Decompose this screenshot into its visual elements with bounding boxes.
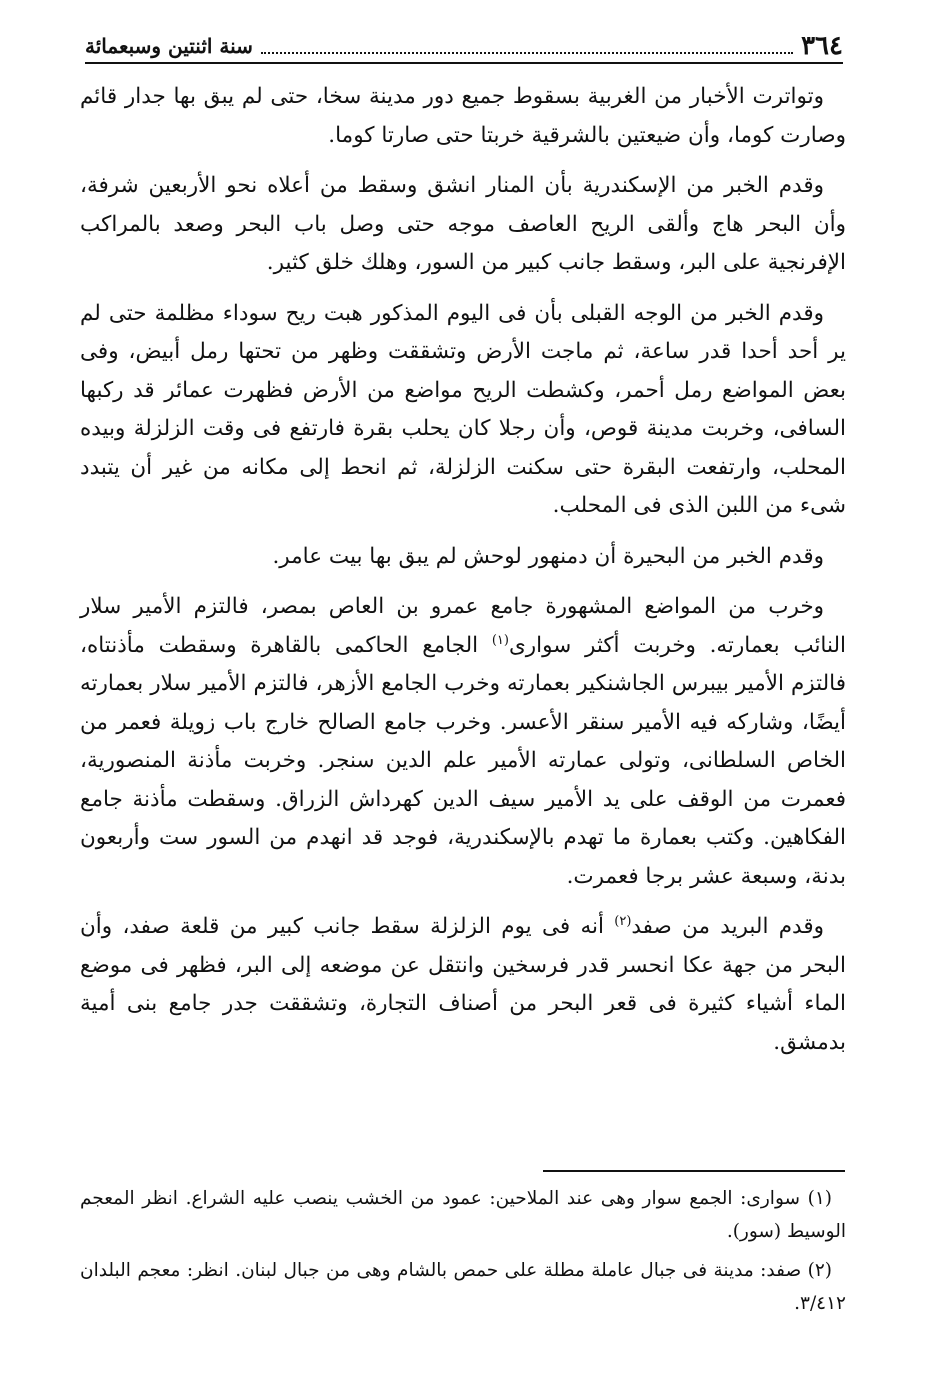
footnote-ref[interactable]: (١): [491, 632, 509, 648]
paragraph: وتواترت الأخبار من الغربية بسقوط جميع دور مدينة سخا، حتى لم يبق بها جدار قائم وصارت كوما، وأن ضيعتين بالشرقية خربتا حتى صارتا كوما.: [80, 84, 846, 148]
footnote-separator: [543, 1170, 845, 1172]
main-text: [80, 78, 846, 1074]
paragraph-text: وخرب من المواضع المشهورة جامع عمرو بن العاص بمصر، فالتزم الأمير سلار النائب بعمارته. وخربت أكثر سوارى: [80, 594, 846, 658]
paragraph: [80, 908, 846, 1062]
paragraph: [80, 588, 846, 896]
paragraph-text: وقدم البريد من صفد: [631, 914, 824, 939]
footnote: (١) سوارى: الجمع سوار وهى عند الملاحين: عمود من الخشب ينصب عليه الشراع. انظر المعجم الوسيط (سور).: [80, 1188, 846, 1242]
paragraph: وقدم الخبر من الإسكندرية بأن المنار انشق وسقط من أعلاه نحو الأربعين شرفة، وأن البحر هاج وألقى الريح العاصف موجه حتى وصل باب البحر وصعد بالمراكب الإفرنجية على البر، وسقط جانب كبير من السور، وهلك خلق كثير.: [80, 173, 846, 275]
page-number: ٣٦٤: [801, 31, 843, 61]
running-title: سنة اثنتين وسبعمائة: [85, 34, 253, 58]
paragraph-text: أنه فى يوم الزلزلة سقط جانب كبير من قلعة صفد، وأن البحر من جهة عكا انحسر قدر فرسخين وانتقل عن موضعه إلى البر، فظهر فى موضع الماء أشياء كثيرة فى قعر البحر من أصناف التجارة، وتشققت جدر جامع بنى أمية بدمشق.: [80, 914, 846, 1055]
paragraph: وقدم الخبر من الوجه القبلى بأن فى اليوم المذكور هبت ريح سوداء مظلمة حتى لم ير أحد أحدا قدر ساعة، ثم ماجت الأرض وتشققت وظهر من تحتها رمل أبيض، وفى بعض المواضع رمل أحمر، وكشطت الريح مواضع من الأرض فظهرت عمائر قد ركبها السافى، وخربت مدينة قوص، وأن رجلا كان يحلب بقرة فارتفع فى وقت الزلزلة وبيده المحلب، وارتفعت البقرة حتى سكنت الزلزلة، ثم انحط إلى مكانه من غير أن يتبدد شىء من اللبن الذى فى المحلب.: [80, 300, 846, 518]
footnote-ref[interactable]: (٢): [614, 913, 632, 929]
paragraph-text: الجامع الحاكمى بالقاهرة وسقطت مأذنتاه، فالتزم الأمير بيبرس الجاشنكير بعمارته وخرب الجامع الأزهر، فالتزم الأمير سلار بعمارته أيضًا، وشاركه فيه الأمير سنقر الأعسر. وخرب جامع الصالح خارج باب زويلة فعمر من الخاص السلطانى، وتولى عمارته الأمير علم الدين سنجر. وخربت مأذنة المنصورية، فعمرت من الوقف على يد الأمير سيف الدين كهرداش الزراق. وسقطت مأذنة جامع الفكاهين. وكتب بعمارة ما تهدم بالإسكندرية، فوجد قد انهدم من السور ست وأربعون بدنة، وسبعة عشر برجا فعمرت.: [80, 632, 846, 889]
header-leader-dots: [261, 38, 793, 54]
footnote: (٢) صفد: مدينة فى جبال عاملة مطلة على حمص بالشام وهى من جبال لبنان. انظر: معجم البلدان ٣/٤١٢.: [80, 1260, 846, 1314]
footnotes: [80, 1182, 846, 1326]
running-header: [85, 30, 843, 64]
paragraph: وقدم الخبر من البحيرة أن دمنهور لوحش لم يبق بها بيت عامر.: [272, 543, 824, 569]
